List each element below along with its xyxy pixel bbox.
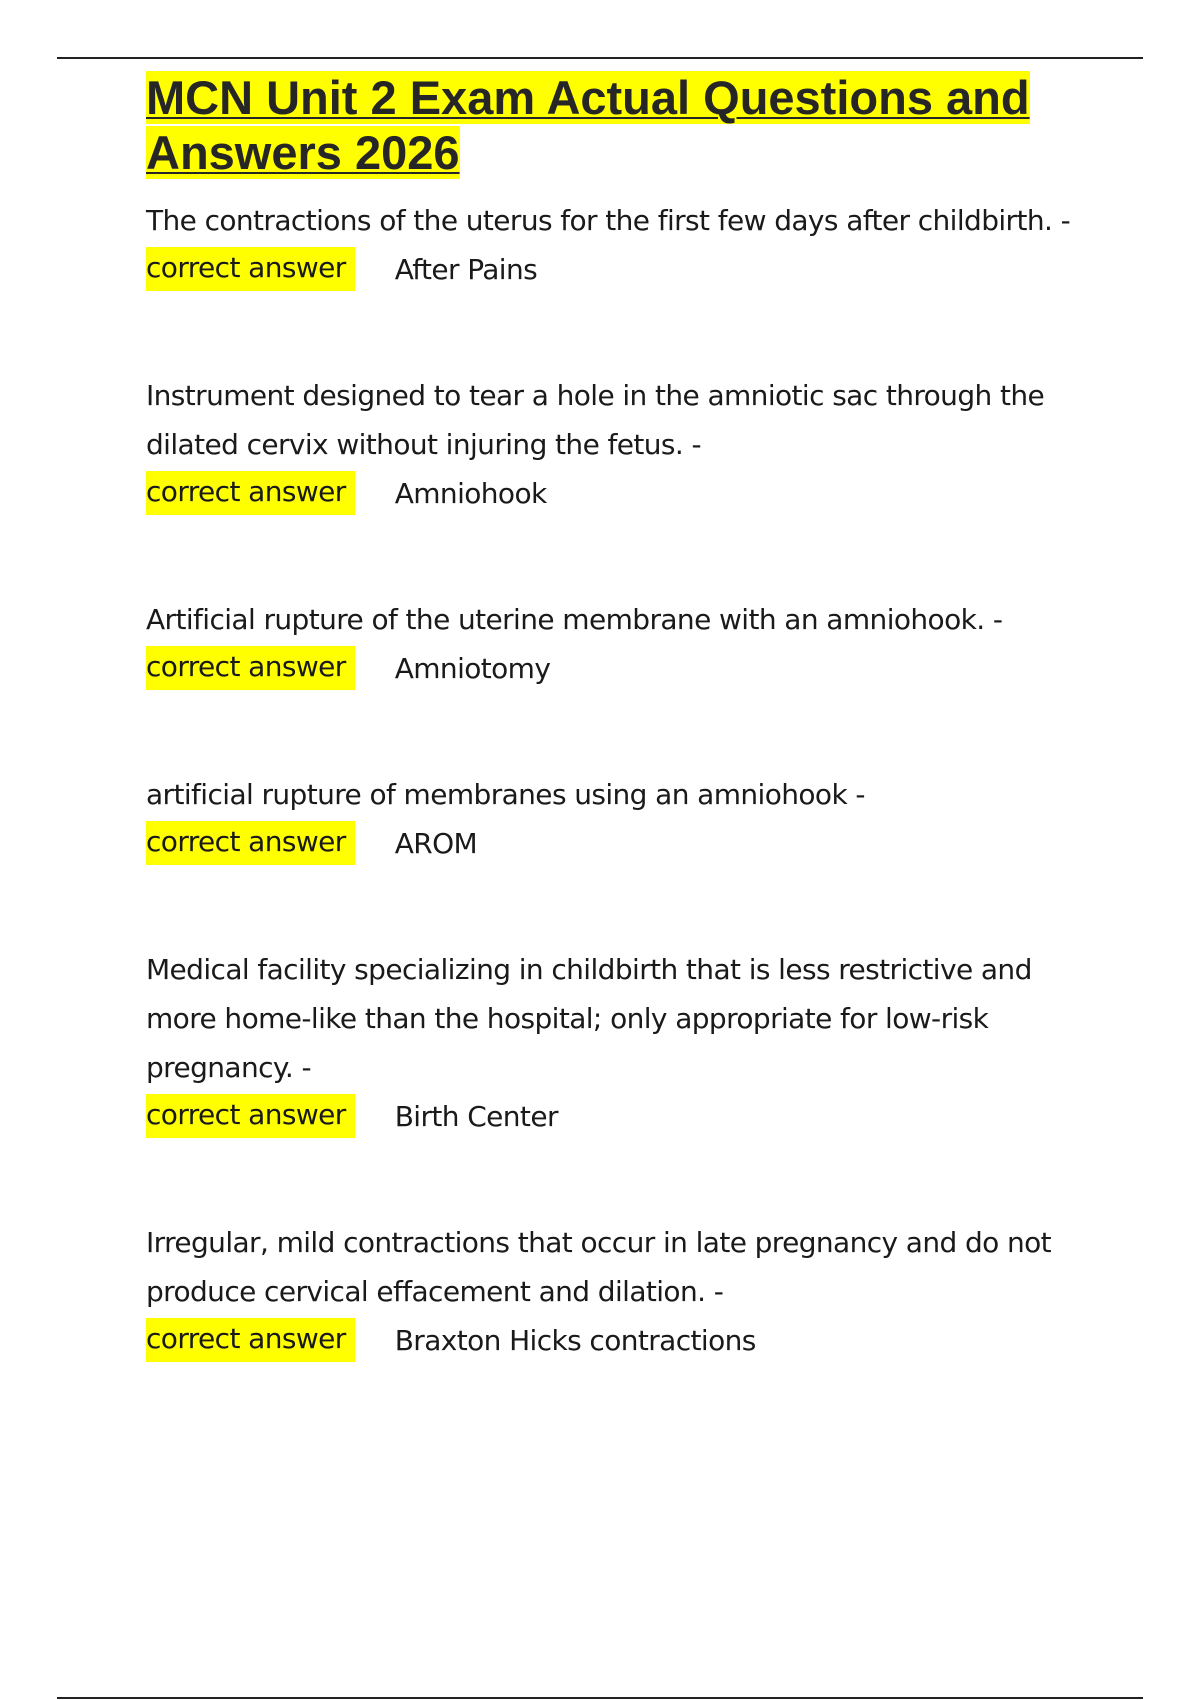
answer-label: correct answer [146,1094,355,1138]
answer-label: correct answer [146,646,355,690]
qa-item [146,371,1096,517]
question-text: The contractions of the uterus for the first few days after childbirth. - [146,204,1071,237]
answer-line [146,469,1096,517]
answer-line [146,1092,1096,1140]
document-body [146,70,1096,1364]
answer-text: Amniohook [394,476,547,510]
title-text: MCN Unit 2 Exam Actual Questions and Answers 2026 [146,71,1030,179]
answer-text: Birth Center [394,1099,558,1133]
question-text: Irregular, mild contractions that occur in late pregnancy and do not produce cervical effacement and dilation. - [146,1226,1052,1308]
answer-label: correct answer [146,247,355,291]
qa-item [146,595,1096,692]
qa-item [146,196,1096,293]
answer-text: AROM [394,826,478,860]
answer-text: After Pains [394,252,538,286]
qa-item [146,770,1096,867]
answer-line [146,245,1096,293]
question-text: Artificial rupture of the uterine membrane with an amniohook. - [146,603,1003,636]
document-title [146,70,1096,180]
answer-text: Braxton Hicks contractions [394,1323,756,1357]
question-text: artificial rupture of membranes using an amniohook - [146,778,865,811]
question-text: Medical facility specializing in childbirth that is less restrictive and more home-like than the hospital; only appropriate for low-risk pregnancy. - [146,953,1032,1084]
answer-label: correct answer [146,1318,355,1362]
answer-label: correct answer [146,471,355,515]
answer-line [146,819,1096,867]
answer-line [146,1316,1096,1364]
qa-item [146,1218,1096,1364]
answer-text: Amniotomy [394,651,551,685]
bottom-rule [57,1697,1143,1699]
answer-line [146,644,1096,692]
qa-item [146,945,1096,1140]
question-text: Instrument designed to tear a hole in the amniotic sac through the dilated cervix without injuring the fetus. - [146,379,1045,461]
top-rule [57,57,1143,59]
qa-list [146,196,1096,1364]
answer-label: correct answer [146,821,355,865]
